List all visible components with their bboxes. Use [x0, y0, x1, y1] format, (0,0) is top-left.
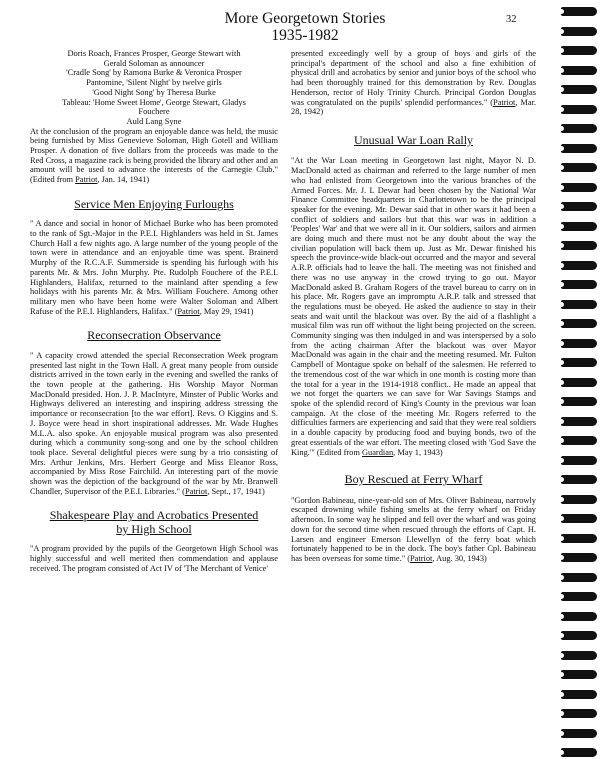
article-body-rescued: "Gordon Babineau, nine-year-old son of Mrs. Oliver Babineau, narrowly escaped drowning while fishing smelts at the ferry wharf on Friday afternoon. In some way he slipped and fell over the wharf and was going down for the second time when rescued through the efforts of Capt. H. Larsen and engineer Emerson Llewellyn of the ferry boat which fortunately happened to be in the dock. The boy's father Cpl. Babineau has been overseas for some time." (Patriot, Aug. 30, 1943) [291, 495, 536, 563]
source-citation: Patriot [177, 306, 200, 316]
spiral-binding [559, 0, 600, 755]
program-line: Gerald Soloman as announcer [103, 58, 205, 68]
article-heading-shakespeare: Shakespeare Play and Acrobatics Presented by High School [49, 508, 259, 536]
binding-coil [559, 238, 600, 252]
binding-coil [559, 258, 600, 272]
left-column [30, 49, 278, 574]
binding-coil [559, 102, 600, 116]
book-years: 1935-1982 [271, 27, 339, 44]
article-continued-shakespeare: presented exceedingly well by a group of boys and girls of the principal's department of the school and also a fine exhibition of physical drill and acrobatics by senior and junior boys of the school who had been thoroughly trained for this demonstration by Rev. Douglas Henderson, rector of Holy Trinity Church. Principal Gordon Douglas was congratulated on the pupils' splendid performances." (Patriot, Mar. 28, 1942) [291, 49, 536, 117]
binding-coil [559, 492, 600, 506]
binding-coil [559, 706, 600, 720]
binding-coil [559, 531, 600, 545]
binding-coil [559, 180, 600, 194]
binding-coil [559, 4, 600, 18]
binding-coil [559, 589, 600, 603]
binding-coil [559, 24, 600, 38]
binding-coil [559, 628, 600, 642]
program-list [30, 49, 278, 127]
book-title: More Georgetown Stories [224, 10, 386, 27]
binding-coil [559, 43, 600, 57]
binding-coil [559, 375, 600, 389]
program-line: Doris Roach, Frances Prosper, George Stewart with [67, 49, 241, 58]
binding-coil [559, 141, 600, 155]
binding-coil [559, 511, 600, 525]
binding-coil [559, 394, 600, 408]
binding-coil [559, 160, 600, 174]
binding-coil [559, 609, 600, 623]
binding-coil [559, 355, 600, 369]
binding-coil [559, 433, 600, 447]
binding-coil [559, 277, 600, 291]
source-citation: Patriot [184, 486, 208, 496]
program-line: Fouchere [138, 107, 170, 117]
binding-coil [559, 550, 600, 564]
binding-coil [559, 63, 600, 77]
binding-coil [559, 667, 600, 681]
program-line: Auld Lang Syne [126, 116, 182, 126]
binding-coil [559, 297, 600, 311]
binding-coil [559, 745, 600, 759]
binding-coil [559, 570, 600, 584]
source-citation: Guardian [361, 447, 394, 457]
binding-coil [559, 199, 600, 213]
source-citation: Patriot [493, 97, 516, 107]
program-line: 'Cradle Song' by Ramona Burke & Veronica Prosper [66, 68, 242, 78]
article-heading-rescued: Boy Rescued at Ferry Wharf [344, 472, 483, 487]
article-heading-reconsecration: Reconsecration Observance [87, 328, 221, 343]
program-line: 'Good Night Song' by Theresa Burke [92, 87, 216, 97]
binding-coil [559, 648, 600, 662]
article-body-reconsecration: " A capacity crowd attended the special Reconsecration Week program presented last night in the Town Hall. A great many people from outside districts arrived in the town early in the evening and swelled the ranks of the town people at the gathering. His Worship Mayor Norman MacDonald presided. Hon. J. P. MacIntyre, Minster of Public Works and Highways delivered an interesting and inspiring address stressing the importance or reconsecration [to the war effort]. Revs. O Kiggins and S. J. Boyce were head in short inspirational addresses. Mr. Wade Hughes M.L.A. also spoke. An enjoyable musical program was also presented during which a community song-song and one by the school children took place. Several delightful pieces were sung by a trio consisting of Mrs. Arthur Jenkins, Mrs. Herbert George and Miss Eleanor Ross, accompanied by Miss Rose Fairchild. An interesting part of the movie shown was the depiction of the background of the war by Mr. Branwell Chandler, Supervisor of the P.E.I. Libraries." (Patriot, Sept., 17, 1941) [30, 350, 278, 496]
article-body-furloughs: " A dance and social in honor of Michael Burke who has been promoted to the rank of Sgt.-Major in the P.E.I. Highlanders was held in St. James Church Hall a few nights ago. A large number of the young people of the town were in attendance and an enjoyable time was spent. Brainerd Murphy of the R.C.A.F. Summerside is spending his furlough with his parents Mr. & Mrs. John Murphy. Pte. Rudolph Fouchere of the P.E.I. Highlanders, Halifax, returned to the mainland after spending a few holidays with his parents Mr. & Mrs. William Fouchere. Among other military men who have been home were Walter Soloman and Albert Rafuse of the P.E.I. Highlanders, Halifax." (Patriot, May 29, 1941) [30, 219, 278, 316]
binding-coil [559, 336, 600, 350]
page-header [190, 10, 420, 44]
binding-coil [559, 687, 600, 701]
article-heading-war-loan: Unusual War Loan Rally [353, 132, 474, 147]
article-body-war-loan: "At the War Loan meeting in Georgetown last night, Mayor N. D. MacDonald acted as chairman and referred to the large number of men who had enlisted from Georgetown into the various branches of the Armed Forces. Mr. J. L Dewar had been chosen by the National War Finance Committee headquarters in Charlottetown to be the principal speaker for the evening. Mr. Dewar said that in other wars it had been a conflict of soldiers and sailors but that this war was in addition a 'Peoples' War' and that we were all in it. Our soldiers, sailors and airmen are doing much and there must not be any doubt about the way the civilian population will back them up. Just as Mr. Dewar finished his speech the province-wide black-out occurred and the mayor and several A.R.P. officials had to leave the hall. The meeting was not finished and there was no use anyway in the crowd trying to go out. Mayor MacDonald asked B. Graham Rogers of the travel bureau to carry on in his place. Mr. Rogers gave an impromptu A.R.P. talk and stressed that the regulations must be obeyed. He asked the audience to stay in their seats and wait until the blackout was over. By the aid of a flashlight a musical film was run off without the light being projected on the screen. Community singing was then indulged in and was interspersed by a solo from the acting chairman After the blackout was over Mayor MacDonald was again in the chair and the meeting resumed. Mr. Fulton Campbell of Montague spoke on behalf of the salesmen. He referred to the tremendous cost of the war which in one month is costing more than the total for a year in the 1914-1918 conflict.. He made an appeal that we not forget the quarters we can save for War Savings Stamps and spoke of the splendid record of King's County in the previous war loan campaign. At the close of the meeting Mr. Rogers referred to the difficulties farmers are experiencing and said that they were real soldiers in a double capacity by producing food and buying bonds, two of the great essentials of the war effort. The meeting closed with 'God Save the King.'" (Edited from Guardian, May 1, 1943) [291, 156, 536, 457]
binding-coil [559, 472, 600, 486]
binding-coil [559, 316, 600, 330]
article-body-shakespeare: "A program provided by the pupils of the Georgetown High School was highly successful and well merited then commendation and applause received. The program consisted of Act IV of 'The Merchant of Venice' [30, 544, 278, 573]
binding-coil [559, 453, 600, 467]
binding-coil [559, 121, 600, 135]
program-line: Pantomine, 'Silent Night' by twelve girls [86, 78, 222, 88]
binding-coil [559, 414, 600, 428]
binding-coil [559, 726, 600, 740]
page-number: 32 [506, 14, 517, 25]
source-citation: Patriot [75, 175, 98, 185]
right-column [291, 49, 536, 564]
binding-coil [559, 82, 600, 96]
program-closing-paragraph: At the conclusion of the program an enjoyable dance was held, the music being furnished by Miss Genevieve Soloman, High Gotell and William Prosper. A donation of five dollars from the proceeds was made to the Red Cross, a magazine rack is being provided the library and other and an amount will be used to advance the interests of the Carnegie Club." (Edited from Patriot, Jan. 14, 1941) [30, 126, 278, 185]
source-citation: Patriot [410, 553, 433, 563]
program-line: Tableau: 'Home Sweet Home', George Stewart, Gladys [62, 97, 246, 107]
binding-coil [559, 219, 600, 233]
article-heading-furloughs: Service Men Enjoying Furloughs [74, 196, 234, 211]
